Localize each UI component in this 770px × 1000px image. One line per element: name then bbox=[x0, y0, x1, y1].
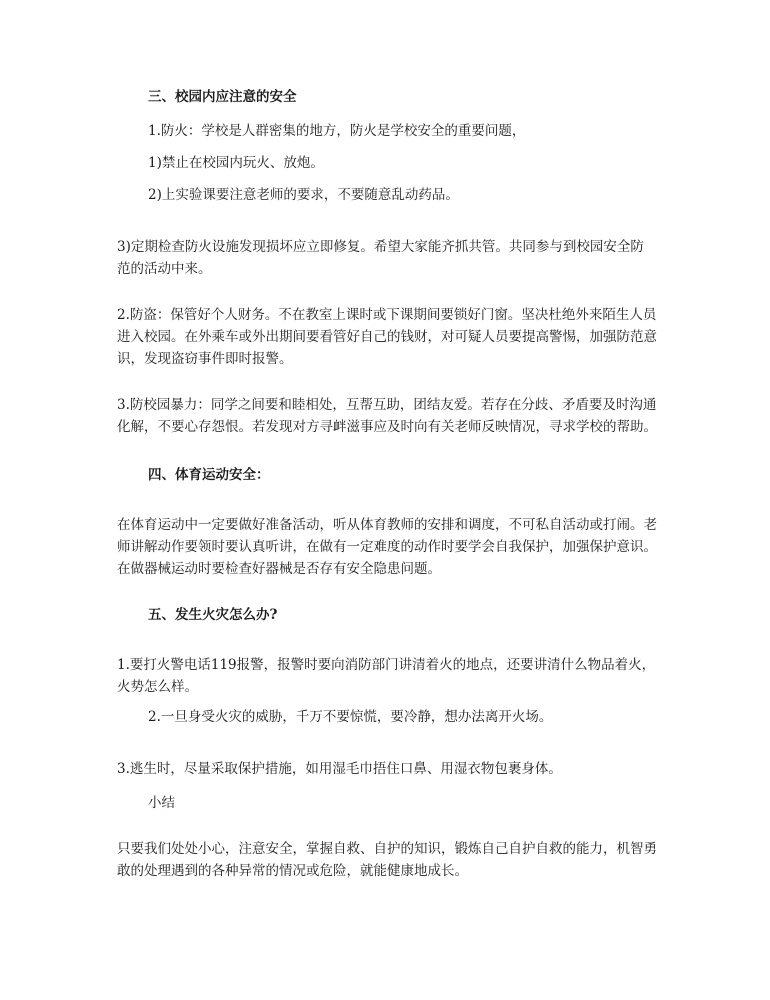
paragraph-sports: 在体育运动中一定要做好准备活动，听从体育教师的安排和调度，不可私自活动或打闹。老师讲解动作要领时要认真听讲，在做有一定难度的动作时要学会自我保护，加强保护意识。在做器械运动时要检查好器械是否存有安全隐患问题。 bbox=[117, 517, 657, 577]
paragraph-escape: 3.逃生时，尽量采取保护措施，如用湿毛巾捂住口鼻、用湿衣物包裹身体。 bbox=[117, 761, 562, 777]
summary-heading: 小结 bbox=[148, 795, 175, 811]
paragraph-anti-violence: 3.防校园暴力：同学之间要和睦相处，互帮互助，团结友爱。若存在分歧、矛盾要及时沟通化解，不要心存怨恨。若发现对方寻衅滋事应及时向有关老师反映情况，寻求学校的帮助。 bbox=[117, 397, 657, 435]
section-heading-sports-safety: 四、体育运动安全： bbox=[148, 467, 270, 483]
section-heading-campus-safety: 三、校园内应注意的安全 bbox=[148, 89, 297, 105]
list-item-lab-rules: 2)上实验课要注意老师的要求，不要随意乱动药品。 bbox=[148, 187, 459, 203]
paragraph-stay-calm: 2.一旦身受火灾的威胁，千万不要惊慌，要冷静，想办法离开火场。 bbox=[148, 709, 553, 725]
section-heading-fire-emergency: 五、发生火灾怎么办? bbox=[148, 607, 278, 623]
paragraph-fire-prevention: 1.防火：学校是人群密集的地方，防火是学校安全的重要问题， bbox=[148, 123, 526, 139]
paragraph-call-119: 1.要打火警电话119报警，报警时要向消防部门讲清着火的地点，还要讲清什么物品着火，火势怎么样。 bbox=[117, 657, 656, 695]
list-item-no-fireworks: 1)禁止在校园内玩火、放炮。 bbox=[148, 155, 324, 171]
paragraph-theft-prevention: 2.防盗：保管好个人财务。不在教室上课时或下课期间要锁好门窗。坚决杜绝外来陌生人员进入校园。在外乘车或外出期间要看管好自己的钱财，对可疑人员要提高警惕，加强防范意识，发现盗窃事件即时报警。 bbox=[117, 307, 657, 367]
paragraph-summary: 只要我们处处小心，注意安全，掌握自救、自护的知识，锻炼自己自护自救的能力，机智勇敢的处理遇到的各种异常的情况或危险，就能健康地成长。 bbox=[117, 841, 657, 879]
paragraph-check-facilities: 3)定期检查防火设施发现损坏应立即修复。希望大家能齐抓共管。共同参与到校园安全防范的活动中来。 bbox=[117, 239, 644, 277]
